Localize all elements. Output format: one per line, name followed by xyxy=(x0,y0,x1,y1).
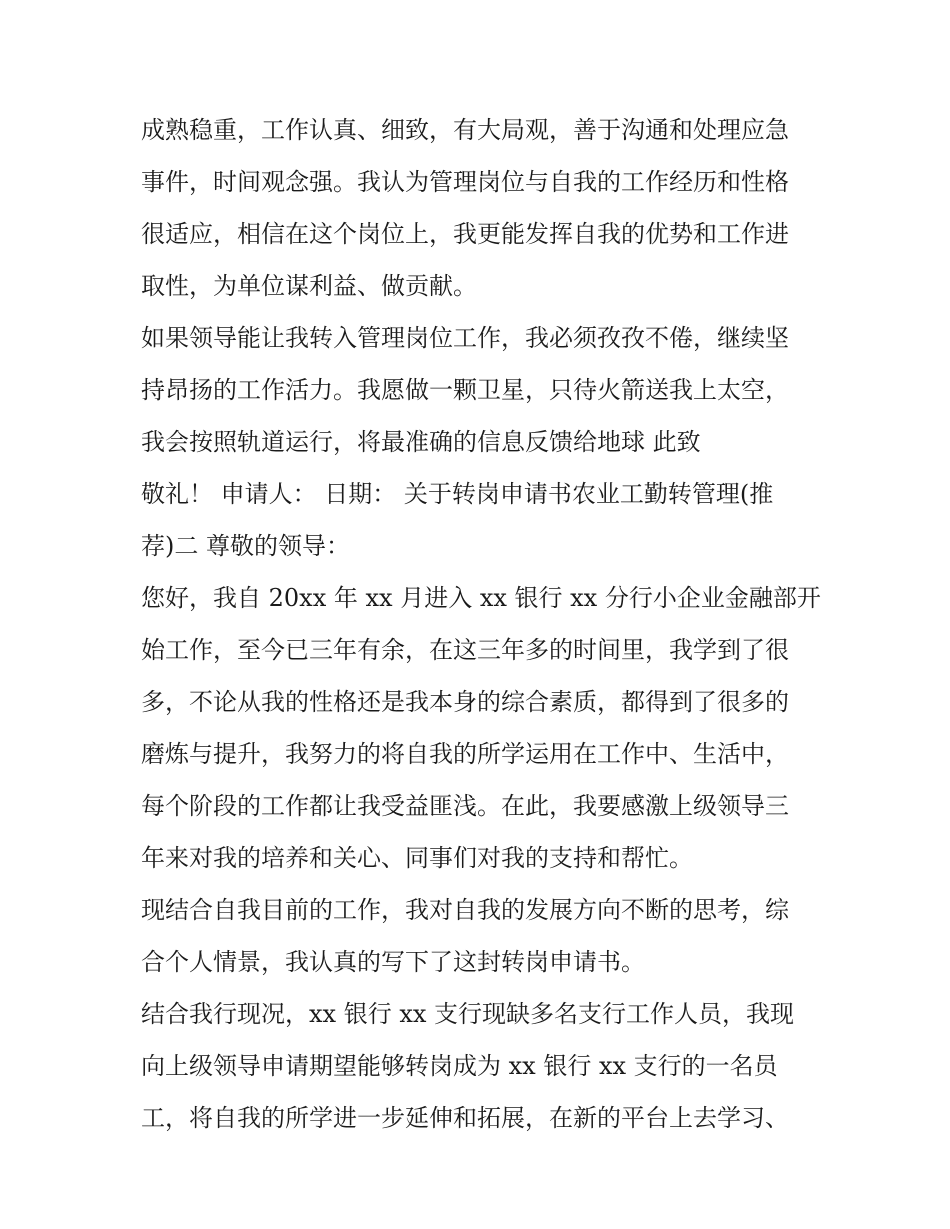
text-line: 我会按照轨道运行，将最准确的信息反馈给地球 此致 xyxy=(141,428,701,456)
text-line: 每个阶段的工作都让我受益匪浅。在此，我要感激上级领导三 xyxy=(141,792,789,820)
text-line: 磨炼与提升，我努力的将自我的所学运用在工作中、生活中， xyxy=(141,740,789,768)
text-line: 很适应，相信在这个岗位上，我更能发挥自我的优势和工作进 xyxy=(141,220,789,248)
text-line: 如果领导能让我转入管理岗位工作，我必须孜孜不倦，继续坚 xyxy=(141,324,789,352)
text-line: 取性，为单位谋利益、做贡献。 xyxy=(141,272,477,300)
text-line: 敬礼！ 申请人： 日期： 关于转岗申请书农业工勤转管理(推 xyxy=(141,480,774,508)
text-line: 合个人情景，我认真的写下了这封转岗申请书。 xyxy=(141,948,645,976)
text-line: 事件，时间观念强。我认为管理岗位与自我的工作经历和性格 xyxy=(141,168,789,196)
text-line: 您好，我自 20xx 年 xx 月进入 xx 银行 xx 分行小企业金融部开 xyxy=(141,584,821,612)
text-line: 现结合自我目前的工作，我对自我的发展方向不断的思考，综 xyxy=(141,896,789,924)
text-line: 始工作，至今已三年有余，在这三年多的时间里，我学到了很 xyxy=(141,636,789,664)
document-body xyxy=(141,104,821,1144)
text-line: 荐)二 尊敬的领导： xyxy=(141,532,350,560)
text-line: 工，将自我的所学进一步延伸和拓展，在新的平台上去学习、 xyxy=(141,1104,789,1132)
text-line: 多，不论从我的性格还是我本身的综合素质，都得到了很多的 xyxy=(141,688,789,716)
text-line: 持昂扬的工作活力。我愿做一颗卫星，只待火箭送我上太空， xyxy=(141,376,789,404)
text-line: 结合我行现况，xx 银行 xx 支行现缺多名支行工作人员，我现 xyxy=(141,1000,795,1028)
text-line: 年来对我的培养和关心、同事们对我的支持和帮忙。 xyxy=(141,844,693,872)
text-line: 成熟稳重，工作认真、细致，有大局观，善于沟通和处理应急 xyxy=(141,116,789,144)
text-line: 向上级领导申请期望能够转岗成为 xx 银行 xx 支行的一名员 xyxy=(141,1052,778,1080)
